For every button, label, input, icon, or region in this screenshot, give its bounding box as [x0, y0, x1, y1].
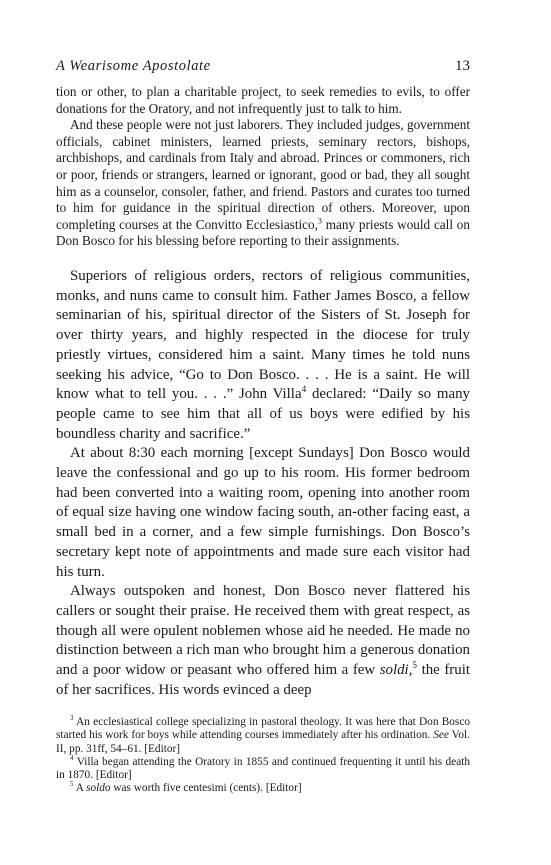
body-text-large	[56, 267, 470, 700]
footnote	[56, 756, 470, 783]
footnote-ref: 3	[317, 216, 322, 226]
footnote-number: 3	[70, 714, 74, 723]
footnote-ref: 5	[412, 660, 418, 671]
paragraph-text: declared: “Daily so many people came to see him that all of us boys were edified by his boundless charity and sacrifice.”	[56, 386, 471, 442]
footnote-text: A	[73, 782, 87, 795]
footnote-number: 5	[70, 780, 74, 789]
paragraph-text: many priests would call on Don Bosco for his blessing before reporting to their assignments.	[56, 216, 470, 249]
footnote-italic: soldo	[86, 782, 111, 795]
paragraph	[56, 582, 470, 700]
paragraph-text: Superiors of religious orders, rectors of religious communities, monks, and nuns came to consult him. Father James Bosco, a fellow seminarian of his, spiritual director of the Sisters of St. Joseph for over thirty years, and highly respected in the diocese for truly priestly virtues, considered him a saint. Many times he told nuns seeking his advice, “Go to Don Bosco. . . . He is a saint. He will know what to tell you. . . .” John Villa	[56, 268, 470, 403]
italic-term: soldi,	[379, 662, 413, 679]
footnotes	[56, 716, 470, 796]
footnote-text: Vol. II, pp. 31ff, 54–61. [Editor]	[56, 729, 470, 755]
footnote-text: An ecclesiastical college specializing in pastoral theology. It was here that Don Bosco started his work for boys while attending courses immediately after his ordination.	[56, 716, 470, 742]
page-header	[56, 58, 470, 78]
paragraph-text: the fruit of her sacrifices. His words evinced a deep	[56, 662, 470, 698]
footnote	[56, 716, 470, 756]
footnote-text: Villa began attending the Oratory in 1855 and continued frequenting it until his death in 1870. [Editor]	[56, 755, 470, 782]
footnote-ref: 4	[301, 384, 307, 395]
footnote-italic: See	[433, 729, 449, 742]
paragraph: At about 8:30 each morning [except Sundays] Don Bosco would leave the confessional and go up to his room. His former bedroom had been converted into a waiting room, opening into another room of equal size having one window facing south, an-other facing east, a small bed in a corner, and a few simple furnishings. Don Bosco’s secretary kept note of appointments and made sure each visitor had his turn.	[56, 445, 470, 580]
body-text-small	[56, 84, 470, 250]
footnote-number: 4	[70, 754, 74, 763]
paragraph-text: Always outspoken and honest, Don Bosco never flattered his callers or sought their praise. He received them with great respect, as though all were opulent noblemen whose aid he needed. He made no distinction between a rich man who brought him a generous donation and a poor widow or peasant who offered him a few	[56, 583, 470, 679]
running-head: A Wearisome Apostolate	[56, 58, 211, 74]
paragraph: tion or other, to plan a charitable project, to seek remedies to evils, to offer donations for the Oratory, and not infrequently just to talk to him.	[56, 84, 470, 116]
paragraph	[56, 117, 470, 250]
footnote-text: was worth five centesimi (cents). [Editor]	[110, 782, 302, 795]
footnote	[56, 782, 470, 795]
page-number: 13	[455, 58, 470, 74]
paragraph-text: And these people were not just laborers. They included judges, government officials, cabinet ministers, learned priests, seminary rectors, bishops, archbishops, and cardinals from Italy and abroad. Princes or commoners, rich or poor, friends or strangers, learned or ignorant, good or bad, they all sought him as a counselor, consoler, father, and friend. Pastors and curates too turned to him for guidance in the spiritual direction of others. Moreover, upon completing courses at the Convitto Ecclesiastico,	[56, 117, 470, 232]
paragraph	[56, 267, 470, 444]
